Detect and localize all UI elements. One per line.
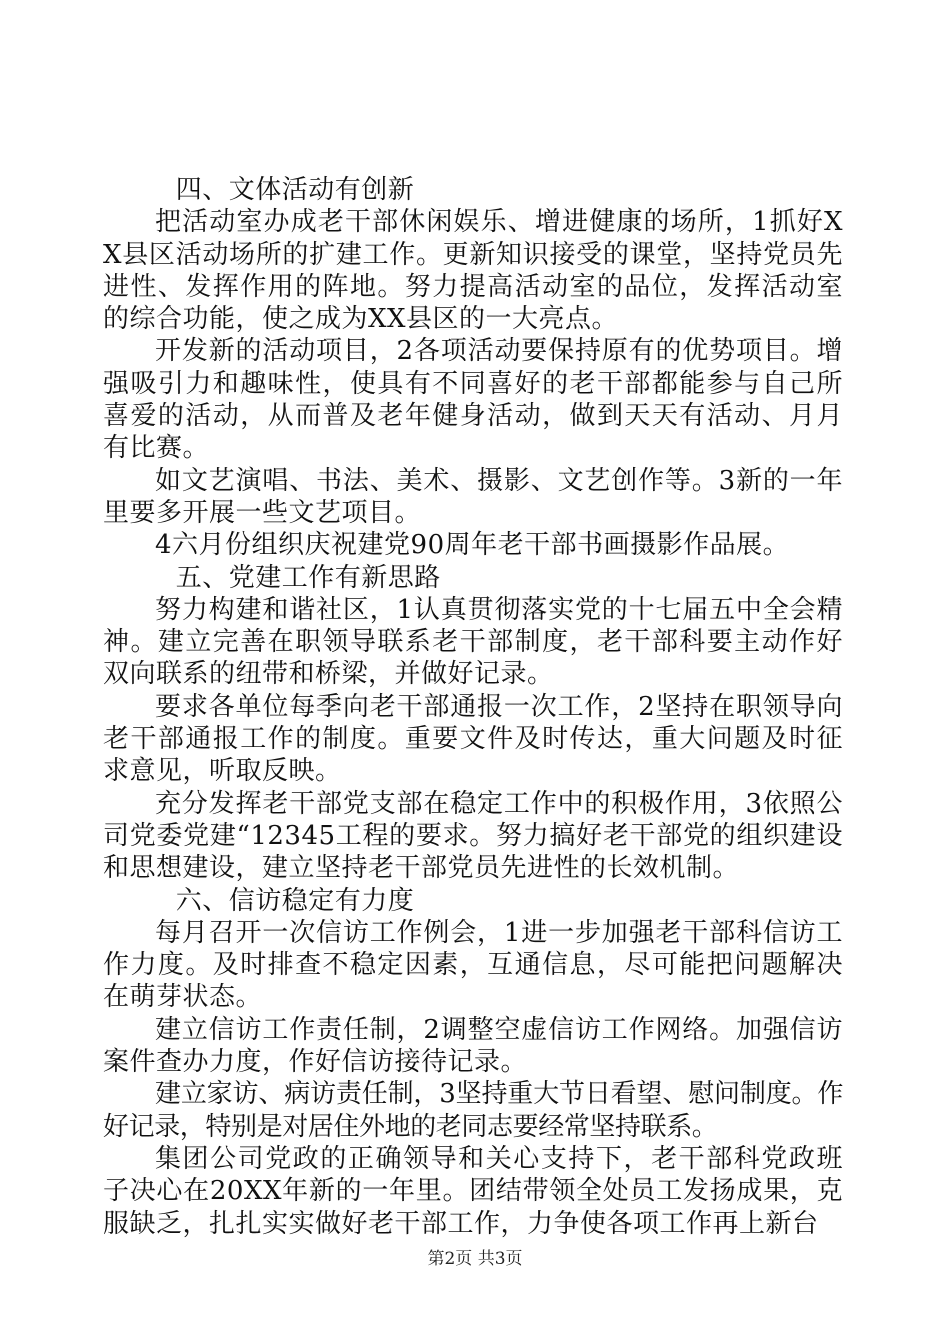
section-heading-culture: 四、文体活动有创新 xyxy=(175,175,415,205)
paragraph: 建立信访工作责任制，2调整空虚信访工作网络。加强信访案件查办力度，作好信访接待记录。 xyxy=(103,1014,843,1078)
paragraph: 集团公司党政的正确领导和关心支持下，老干部科党政班子决心在20XX年新的一年里。团结带领全处员工发扬成果，克服缺乏，扎扎实实做好老干部工作，力争使各项工作再上新台 xyxy=(103,1143,843,1239)
paragraph: 4六月份组织庆祝建党90周年老干部书画摄影作品展。 xyxy=(155,530,790,561)
paragraph: 每月召开一次信访工作例会，1进一步加强老干部科信访工作力度。及时排查不稳定因素，互通信息，尽可能把问题解决在萌芽状态。 xyxy=(103,917,843,1013)
page-number-footer: 第2页 共3页 xyxy=(427,1249,523,1269)
paragraph: 建立家访、病访责任制，3坚持重大节日看望、慰问制度。作好记录，特别是对居住外地的老同志要经常坚持联系。 xyxy=(103,1079,843,1142)
paragraph: 把活动室办成老干部休闲娱乐、增进健康的场所，1抓好XX县区活动场所的扩建工作。更新知识接受的课堂，坚持党员先进性、发挥作用的阵地。努力提高活动室的品位，发挥活动室的综合功能，使之成为XX县区的一大亮点。 xyxy=(103,207,843,335)
section-heading-party-building: 五、党建工作有新思路 xyxy=(175,562,441,593)
paragraph: 如文艺演唱、书法、美术、摄影、文艺创作等。3新的一年里要多开展一些文艺项目。 xyxy=(103,465,843,528)
section-heading-petition: 六、信访稳定有力度 xyxy=(175,885,415,916)
document-body xyxy=(103,174,843,1240)
paragraph: 充分发挥老干部党支部在稳定工作中的积极作用，3依照公司党委党建“12345工程的要求。努力搞好老干部党的组织建设和思想建设，建立坚持老干部党员先进性的长效机制。 xyxy=(103,788,843,884)
paragraph: 要求各单位每季向老干部通报一次工作，2坚持在职领导向老干部通报工作的制度。重要文件及时传达，重大问题及时征求意见，听取反映。 xyxy=(103,691,843,787)
paragraph: 努力构建和谐社区，1认真贯彻落实党的十七届五中全会精神。建立完善在职领导联系老干部制度，老干部科要主动作好双向联系的纽带和桥梁，并做好记录。 xyxy=(103,594,843,690)
paragraph: 开发新的活动项目，2各项活动要保持原有的优势项目。增强吸引力和趣味性，使具有不同喜好的老干部都能参与自己所喜爱的活动，从而普及老年健身活动，做到天天有活动、月月有比赛。 xyxy=(103,336,843,464)
